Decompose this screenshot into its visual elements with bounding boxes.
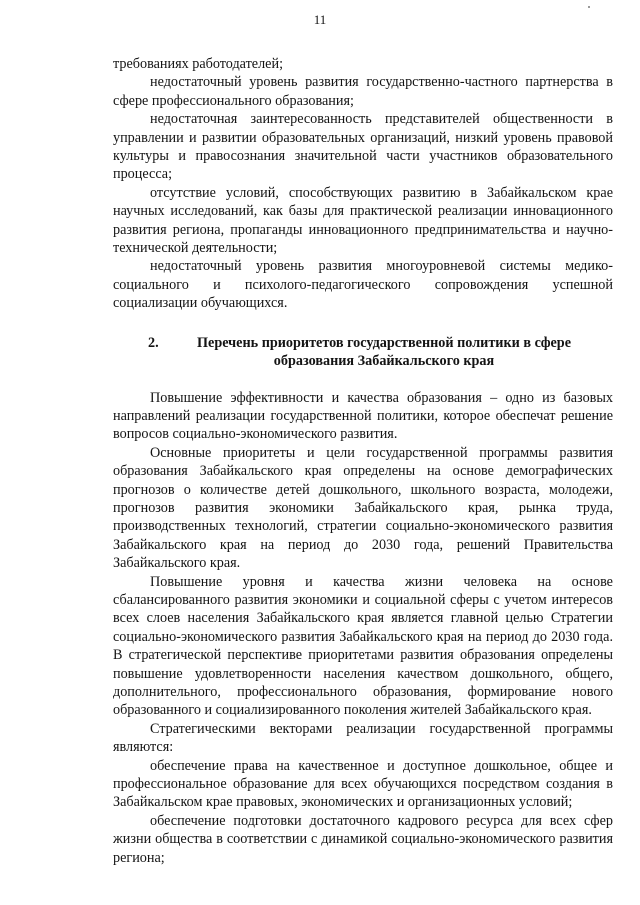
paragraph: Повышение эффективности и качества образования – одно из базовых направлений реализации государственной политики, которое обеспечат решение вопросов социально-экономического развития. bbox=[113, 389, 613, 443]
paragraph: недостаточный уровень развития государственно-частного партнерства в сфере профессионального образования; bbox=[113, 74, 613, 109]
paragraph: обеспечение права на качественное и доступное дошкольное, общее и профессиональное образование для всех обучающихся посредством создания в Забайкальском крае правовых, экономических и организационных условий; bbox=[113, 757, 613, 811]
paragraph: обеспечение подготовки достаточного кадрового ресурса для всех сфер жизни общества в соответствии с динамикой социально-экономического развития региона; bbox=[113, 812, 613, 866]
paragraph: Повышение уровня и качества жизни человека на основе сбалансированного развития экономики и социальной сферы с учетом интересов всех слоев населения Забайкальского края является главной целью Стратегии социально-экономического развития Забайкальского края на период до 2030 года. В стратегической перспективе приоритетами развития образования определены повышение удовлетворенности населения качеством дошкольного, общего, дополнительного, профессионального образования, формирование нового образованного и социализированного поколения жителей Забайкальского края. bbox=[113, 573, 613, 719]
section-number: 2. bbox=[148, 334, 159, 351]
paragraph: Основные приоритеты и цели государственной программы развития образования Забайкальского края определены на основе демографических прогнозов о количестве детей дошкольного, школьного возраста, молодежи, прогнозов развития экономики Забайкальского края, рынка труда, производственных технологий, стратегии социально-экономического развития Забайкальского края на период до 2030 года, решений Правительства Забайкальского края. bbox=[113, 444, 613, 572]
paragraph: требованиях работодателей; bbox=[113, 56, 284, 72]
paragraph: Стратегическими векторами реализации государственной программы являются: bbox=[113, 720, 613, 756]
page-number: 11 bbox=[313, 12, 327, 27]
corner-mark bbox=[588, 6, 590, 8]
section-title: Перечень приоритетов государственной политики в сфере образования Забайкальского края bbox=[197, 334, 571, 370]
document-body bbox=[113, 55, 613, 867]
section-heading bbox=[113, 334, 613, 371]
paragraph: недостаточный уровень развития многоуровневой системы медико-социального и психолого-педагогического сопровождения успешной социализации обучающихся. bbox=[113, 258, 613, 312]
paragraph: недостаточная заинтересованность представителей общественности в управлении и развитии образовательных организаций, низкий уровень правовой культуры и правосознания значительной части участников образовательного процесса; bbox=[113, 111, 613, 183]
paragraph: отсутствие условий, способствующих развитию в Забайкальском крае научных исследований, как базы для практической реализации инновационного развития региона, пропаганды инновационного предпринимательства и научно-технической деятельности; bbox=[113, 184, 613, 257]
